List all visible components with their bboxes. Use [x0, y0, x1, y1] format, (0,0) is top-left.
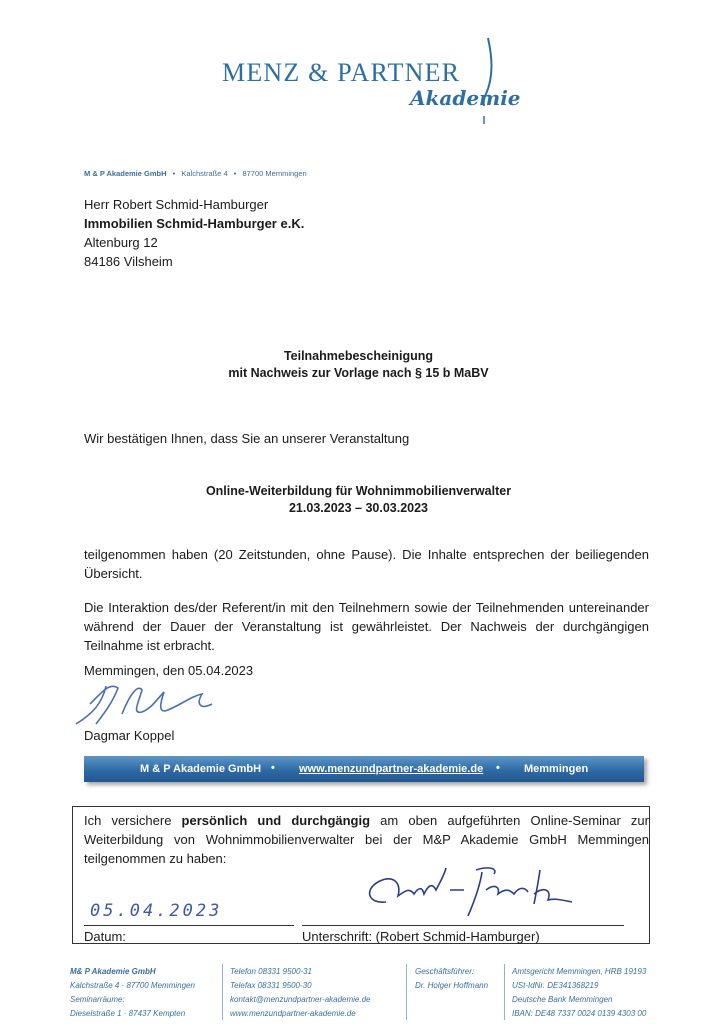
footer-vat: USt-IdNr. DE341368219: [512, 981, 599, 990]
course-name: Online-Weiterbildung für Wohnimmobilienverwalter: [205, 484, 512, 498]
recipient-city: 84186 Vilsheim: [84, 254, 173, 269]
logo-swoosh-icon: [478, 36, 498, 126]
handwritten-date: 05.04.2023: [90, 901, 223, 921]
sender-company: M & P Akademie GmbH: [84, 169, 167, 178]
date-line: [84, 925, 294, 926]
footer-email-link[interactable]: kontakt@menzundpartner-akademie.de: [230, 995, 371, 1004]
recipient-company: Immobilien Schmid-Hamburger e.K.: [84, 216, 305, 231]
footer-rooms-label: Seminarräume:: [70, 995, 125, 1004]
banner-website-link[interactable]: www.menzundpartner-akademie.de: [299, 763, 484, 775]
footer-col-contact: [230, 965, 371, 1021]
footer-rooms-address: Dieselstraße 1 · 87437 Kempten: [70, 1009, 186, 1018]
footer-col-legal: [512, 965, 646, 1021]
sender-street: Kalchstraße 4: [181, 169, 228, 178]
banner-city: Memmingen: [524, 763, 589, 775]
footer-web-link[interactable]: www.menzundpartner-akademie.de: [230, 1009, 356, 1018]
confirmation-emphasis: persönlich und durchgängig: [181, 813, 371, 828]
signature-schmid-icon: [358, 860, 588, 920]
logo-subtitle: Akademie: [410, 86, 521, 110]
logo-wordmark: MENZ & PARTNER: [222, 58, 461, 87]
title-line-2: mit Nachweis zur Vorlage nach § 15 b MaBV: [228, 366, 489, 380]
paragraph-interaction: Die Interaktion des/der Referent/in mit den Teilnehmern sowie der Teilnehmenden untereinander während der Dauer der Veranstaltung ist gewährleistet. Der Nachweis der durchgängigen Teilnahme ist erbracht.: [84, 600, 649, 653]
footer-divider: [406, 964, 407, 1020]
signer-name: Dagmar Koppel: [84, 728, 175, 743]
banner-separator: •: [496, 762, 500, 774]
paragraph-participation: teilgenommen haben (20 Zeitstunden, ohne Pause). Die Inhalte entsprechen der beiliegenden Übersicht.: [84, 547, 649, 581]
banner-bar: [84, 756, 644, 782]
sender-separator: •: [172, 169, 176, 178]
signature-koppel-icon: [72, 674, 232, 730]
title-line-1: Teilnahmebescheinigung: [283, 349, 434, 363]
footer-col-ceo: [415, 965, 488, 993]
footer-court: Amtsgericht Memmingen, HRB 19193: [512, 967, 647, 976]
banner-separator: •: [271, 762, 275, 774]
sender-separator: •: [233, 169, 237, 178]
intro-text: Wir bestätigen Ihnen, dass Sie an unserer Veranstaltung: [84, 431, 410, 446]
course-block: [0, 483, 717, 517]
date-label: Datum:: [84, 929, 126, 944]
banner-company: M & P Akademie GmbH: [140, 763, 262, 775]
footer-address: Kalchstraße 4 · 87700 Memmingen: [70, 981, 195, 990]
sender-line: [84, 169, 307, 178]
footer-ceo-label: Geschäftsführer:: [415, 967, 475, 976]
confirmation-prefix: Ich versichere: [84, 813, 182, 828]
signature-line: [302, 925, 624, 926]
document-title: [0, 348, 717, 382]
footer-ceo-name: Dr. Holger Hoffmann: [415, 981, 489, 990]
footer-company: M& P Akademie GmbH: [70, 967, 156, 976]
footer-col-company: [70, 965, 195, 1021]
footer-divider: [222, 964, 223, 1020]
recipient-name: Herr Robert Schmid-Hamburger: [84, 197, 269, 212]
signature-label: Unterschrift: (Robert Schmid-Hamburger): [302, 929, 540, 944]
recipient-address: [84, 195, 304, 271]
course-dates: 21.03.2023 – 30.03.2023: [288, 501, 429, 515]
footer-fax: Telefax 08331 9500-30: [230, 981, 312, 990]
confirmation-suffix: am oben aufgeführten Online-Seminar zur Weiterbildung von Wohnimmobilienverwalter bei der M&P Akademie GmbH Memmingen teilgenommen zu haben:: [84, 813, 649, 866]
sender-city: 87700 Memmingen: [242, 169, 307, 178]
recipient-street: Altenburg 12: [84, 235, 158, 250]
place-date: Memmingen, den 05.04.2023: [84, 663, 254, 678]
footer-bank: Deutsche Bank Memmingen: [512, 995, 613, 1004]
footer-divider: [504, 964, 505, 1020]
footer-phone: Telefon 08331 9500-31: [230, 967, 312, 976]
footer-iban: IBAN: DE48 7337 0024 0139 4303 00: [512, 1009, 647, 1018]
